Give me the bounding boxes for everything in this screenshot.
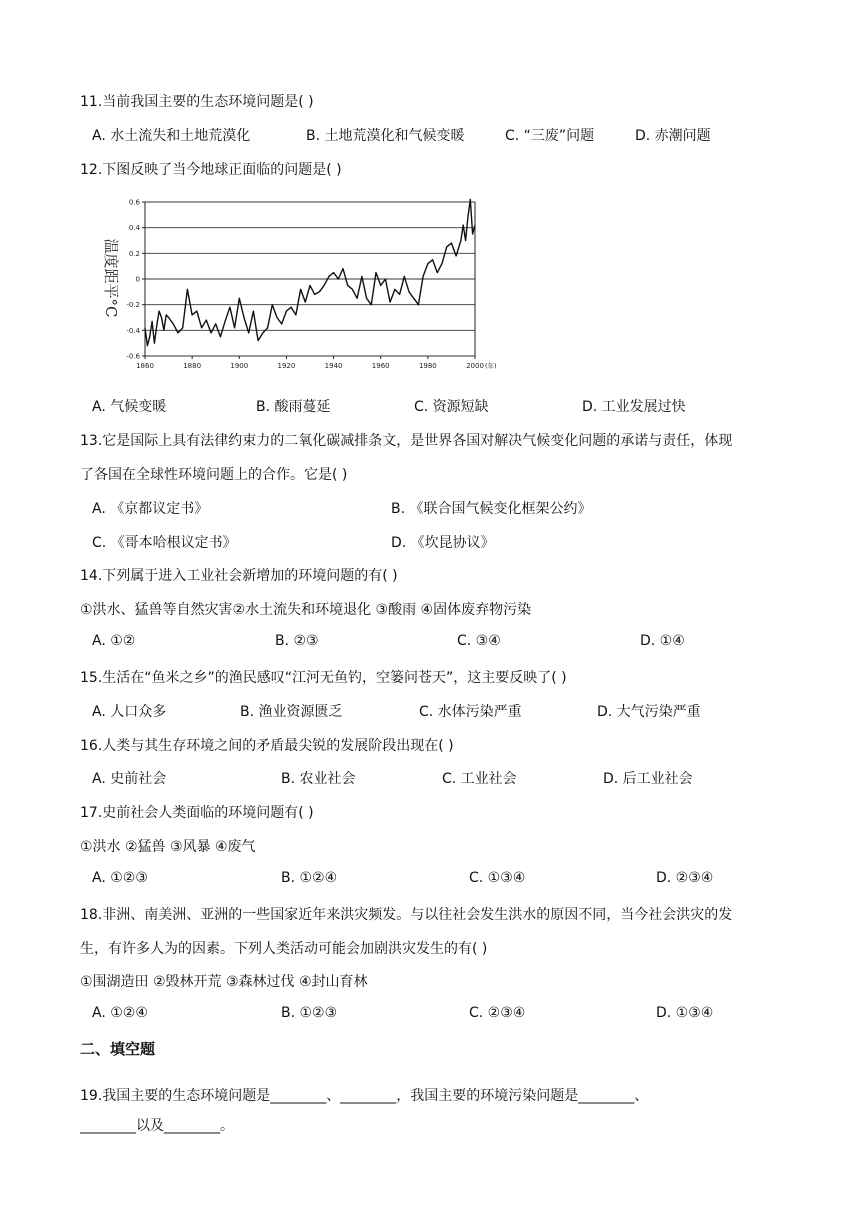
x-axis-unit: (年) [485, 362, 497, 370]
q13-option-b[interactable]: B. 《联合国气候变化框架公约》 [391, 501, 592, 517]
q17-option-d[interactable]: D. ②③④ [656, 870, 714, 886]
q18-option-d[interactable]: D. ①③④ [656, 1005, 714, 1021]
q11-option-c[interactable]: C. “三废”问题 [505, 128, 595, 144]
q18-stem-line2: 生，有许多人为的因素。下列人类活动可能会加剧洪灾发生的有( ) [80, 941, 488, 957]
x-tick-label: 1980 [418, 362, 437, 370]
q13-stem-line2: 了各国在全球性环境问题上的合作。它是( ) [80, 467, 348, 483]
temperature-anomaly-line [145, 199, 475, 345]
q19-line1[interactable]: 19.我国主要的生态环境问题是________、________，我国主要的环境污染问题是________、 [80, 1088, 649, 1104]
q15-option-d[interactable]: D. 大气污染严重 [597, 704, 701, 720]
q19-line2[interactable]: ________以及________。 [80, 1118, 234, 1134]
q12-option-c[interactable]: C. 资源短缺 [414, 399, 489, 415]
q14-option-b[interactable]: B. ②③ [275, 633, 319, 649]
q16-option-c[interactable]: C. 工业社会 [442, 771, 517, 787]
x-tick-label: 1920 [277, 362, 296, 370]
y-tick-label: -0.4 [126, 326, 140, 335]
y-tick-label: 0 [135, 275, 140, 284]
q16-option-d[interactable]: D. 后工业社会 [603, 771, 693, 787]
y-tick-label: -0.6 [126, 352, 140, 361]
x-tick-label: 1940 [324, 362, 343, 370]
q11-option-a[interactable]: A. 水土流失和土地荒漠化 [92, 128, 251, 144]
q14-items: ①洪水、猛兽等自然灾害②水土流失和环境退化 ③酸雨 ④固体废弃物污染 [80, 602, 532, 618]
y-tick-label: 0.2 [128, 249, 140, 258]
q11-option-d[interactable]: D. 赤潮问题 [635, 128, 711, 144]
q14-option-c[interactable]: C. ③④ [457, 633, 501, 649]
x-tick-label: 2000 [466, 362, 484, 370]
x-tick-label: 1880 [183, 362, 202, 370]
q17-option-c[interactable]: C. ①③④ [469, 870, 526, 886]
y-tick-label: 0.6 [128, 198, 140, 207]
x-tick-label: 1960 [371, 362, 390, 370]
q18-option-c[interactable]: C. ②③④ [469, 1005, 526, 1021]
q12-stem: 12.下图反映了当今地球正面临的问题是( ) [80, 162, 342, 178]
q17-option-b[interactable]: B. ①②④ [281, 870, 338, 886]
y-tick-label: -0.2 [126, 301, 140, 310]
q13-option-d[interactable]: D. 《坎昆协议》 [391, 535, 495, 551]
q14-stem: 14.下列属于进入工业社会新增加的环境问题的有( ) [80, 568, 398, 584]
q16-option-a[interactable]: A. 史前社会 [92, 771, 167, 787]
q12-option-d[interactable]: D. 工业发展过快 [582, 399, 686, 415]
q11-option-b[interactable]: B. 土地荒漠化和气候变暖 [306, 128, 465, 144]
q18-option-b[interactable]: B. ①②③ [281, 1005, 338, 1021]
q18-option-a[interactable]: A. ①②④ [92, 1005, 148, 1021]
q13-option-c[interactable]: C. 《哥本哈根议定书》 [92, 535, 237, 551]
chart-y-axis-label: 温度距平°C [102, 238, 120, 318]
y-tick-label: 0.4 [128, 224, 140, 233]
q13-stem-line1: 13.它是国际上具有法律约束力的二氧化碳减排条文，是世界各国对解决气候变化问题的承诺与责任，体现 [80, 433, 733, 449]
section-title: 二、填空题 [80, 1040, 156, 1058]
q15-stem: 15.生活在“鱼米之乡”的渔民感叹“江河无鱼钓，空篓问苍天”，这主要反映了( ) [80, 670, 567, 686]
q17-items: ①洪水 ②猛兽 ③风暴 ④废气 [80, 839, 256, 855]
q12-option-a[interactable]: A. 气候变暖 [92, 399, 167, 415]
q18-items: ①围湖造田 ②毁林开荒 ③森林过伐 ④封山育林 [80, 974, 368, 990]
q15-option-a[interactable]: A. 人口众多 [92, 704, 167, 720]
x-tick-label: 1860 [136, 362, 154, 370]
q17-option-a[interactable]: A. ①②③ [92, 870, 148, 886]
q14-option-a[interactable]: A. ①② [92, 633, 136, 649]
q11-stem: 11.当前我国主要的生态环境问题是( ) [80, 94, 314, 110]
q15-option-c[interactable]: C. 水体污染严重 [419, 704, 522, 720]
q14-option-d[interactable]: D. ①④ [640, 633, 685, 649]
q16-stem: 16.人类与其生存环境之间的矛盾最尖锐的发展阶段出现在( ) [80, 738, 454, 754]
q12-option-b[interactable]: B. 酸雨蔓延 [256, 399, 331, 415]
q13-option-a[interactable]: A. 《京都议定书》 [92, 501, 209, 517]
q16-option-b[interactable]: B. 农业社会 [281, 771, 356, 787]
x-tick-label: 1900 [230, 362, 249, 370]
q15-option-b[interactable]: B. 渔业资源匮乏 [240, 704, 343, 720]
q17-stem: 17.史前社会人类面临的环境问题有( ) [80, 805, 314, 821]
temperature-anomaly-chart [92, 193, 502, 376]
q18-stem-line1: 18.非洲、南美洲、亚洲的一些国家近年来洪灾频发。与以往社会发生洪水的原因不同，当今社会洪灾的发 [80, 907, 733, 923]
